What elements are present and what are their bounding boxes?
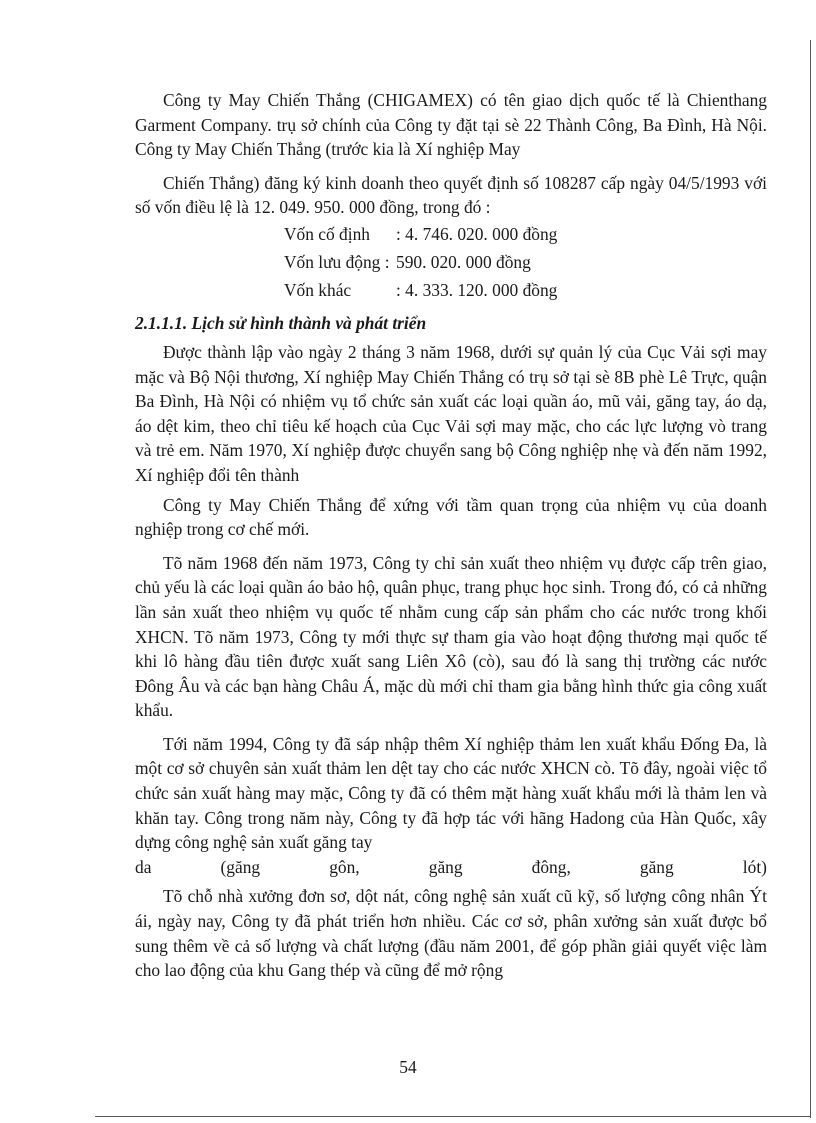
- spread-word: lót): [742, 856, 767, 877]
- capital-label: Vốn khác: [284, 279, 352, 300]
- capital-row: [135, 220, 767, 248]
- history-paragraph-4: Tõ chỗ nhà xưởng đơn sơ, dột nát, công nghệ sản xuất cũ kỹ, số lượng công nhân Ýt ái, ngày nay, Công ty đã phát triển hơn nhiều. Các cơ sở, phân xưởng sản xuất được bổ sung thêm về cả số lượng và chất lượng (đầu năm 2001, để góp phần giải quyết việc làm cho lao động của khu Gang thép và cũng để mở rộng: [135, 886, 767, 981]
- intro-paragraph-part2: Chiến Thắng) đăng ký kinh doanh theo quyết định số 108287 cấp ngày 04/5/1993 với số vốn điều lệ là 12. 049. 950. 000 đồng, trong đó :: [135, 172, 767, 218]
- capital-breakdown: [135, 220, 767, 304]
- spread-word: da: [135, 856, 152, 877]
- capital-label: Vốn lưu động :: [284, 251, 390, 272]
- intro-paragraph-part1: Công ty May Chiến Thắng (CHIGAMEX) có tên giao dịch quốc tế là Chienthang Garment Company. trụ sở chính của Công ty đặt tại sè 22 Thành Công, Ba Đình, Hà Nội. Công ty May Chiến Thắng (trước kia là Xí nghiệp May: [135, 90, 767, 160]
- page-border-right: [810, 40, 811, 1118]
- spread-word: (găng: [220, 856, 261, 877]
- history-paragraph-1b: Công ty May Chiến Thắng để xứng với tầm quan trọng của nhiệm vụ của doanh nghiệp trong cơ chế mới.: [135, 494, 767, 540]
- page-border-bottom: [95, 1116, 810, 1117]
- section-heading: 2.1.1.1. Lịch sử hình thành và phát triển: [135, 312, 427, 333]
- history-paragraph-1a: Được thành lập vào ngày 2 tháng 3 năm 1968, dưới sự quản lý của Cục Vải sợi may mặc và Bộ Nội thương, Xí nghiệp May Chiến Thắng có trụ sở tại sè 8B phè Lê Trực, quận Ba Đình, Hà Nội có nhiệm vụ tổ chức sản xuất các loại quần áo, mũ vải, găng tay, áo dạ, áo dệt kim, theo chỉ tiêu kế hoạch của Cục Vải sợi may mặc, cho các lực lượng vò trang và trẻ em. Năm 1970, Xí nghiệp được chuyển sang bộ Công nghiệp nhẹ và đến năm 1992, Xí nghiệp đổi tên thành: [135, 341, 767, 485]
- capital-label: Vốn cố định: [284, 223, 370, 244]
- document-body: [135, 88, 767, 983]
- capital-value: : 4. 746. 020. 000 đồng: [396, 223, 558, 244]
- history-paragraph-3-last-line: [135, 855, 767, 880]
- history-paragraph-2: Tõ năm 1968 đến năm 1973, Công ty chỉ sản xuất theo nhiệm vụ được cấp trên giao, chủ yếu là các loại quần áo bảo hộ, quân phục, trang phục học sinh. Trong đó, có cả những lần sản xuất theo nhiệm vụ quốc tế nhằm cung cấp sản phẩm cho các nước trong khối XHCN. Tõ năm 1973, Công ty mới thực sự tham gia vào hoạt động thương mại quốc tế khi lô hàng đầu tiên được xuất sang Liên Xô (cò), sau đó là sang thị trường các nước Đông Âu và các bạn hàng Châu Á, mặc dù mới chỉ tham gia bằng hình thức gia công xuất khẩu.: [135, 552, 767, 721]
- capital-row: [135, 248, 767, 276]
- spread-word: găng: [639, 856, 674, 877]
- capital-row: [135, 276, 767, 304]
- spread-word: đông,: [531, 856, 571, 877]
- spread-word: gôn,: [329, 856, 360, 877]
- spread-word: găng: [428, 856, 463, 877]
- history-paragraph-3: Tới năm 1994, Công ty đã sáp nhập thêm Xí nghiệp thảm len xuất khẩu Đống Đa, là một cơ sở chuyên sản xuất thảm len dệt tay cho các nước XHCN cò. Tõ đây, ngoài việc tổ chức sản xuất hàng may mặc, Công ty đã có thêm mặt hàng xuất khẩu mới là thảm len và khăn tay. Công trong năm này, Công ty đã hợp tác với hãng Hadong của Hàn Quốc, xây dựng công nghệ sản xuất găng tay: [135, 733, 767, 853]
- capital-value: : 4. 333. 120. 000 đồng: [396, 279, 558, 300]
- capital-value: 590. 020. 000 đồng: [396, 251, 531, 272]
- page-number: 54: [399, 1057, 417, 1077]
